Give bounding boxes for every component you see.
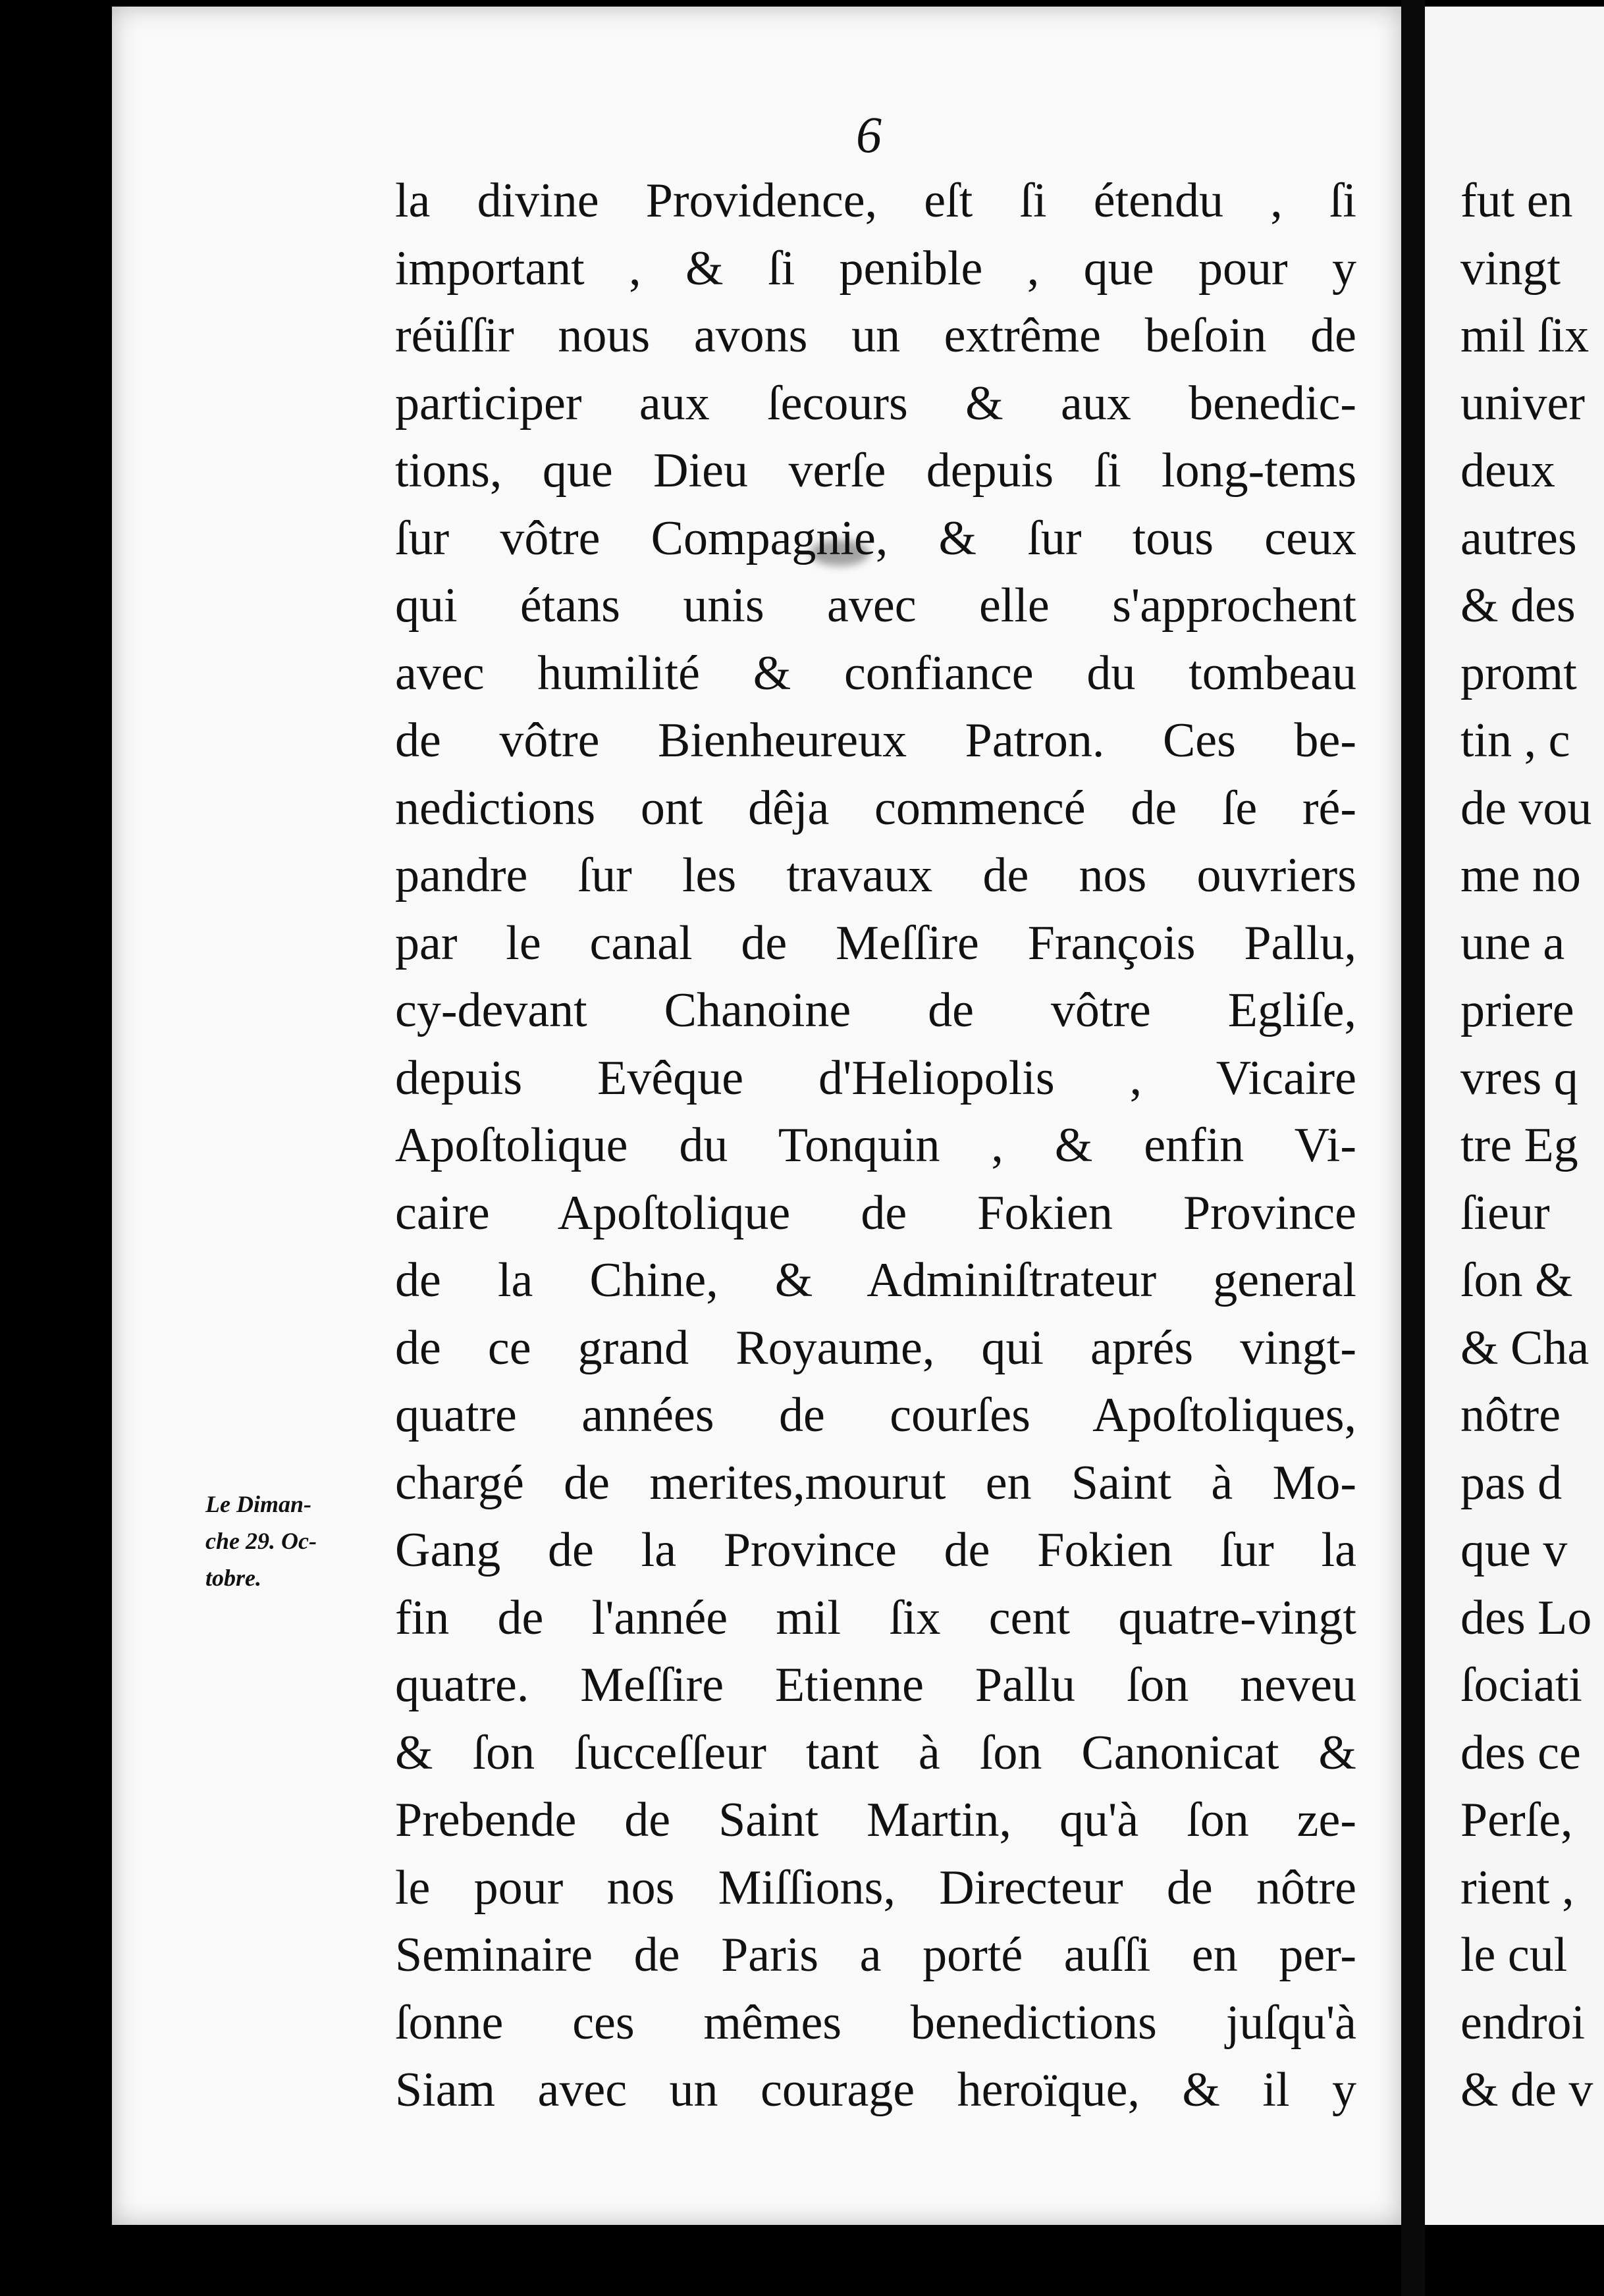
text-line: de ce grand Royaume, qui aprés vingt- bbox=[395, 1320, 1356, 1375]
margin-note-line: Le Diman- bbox=[205, 1491, 311, 1517]
right-page-line: promt bbox=[1460, 646, 1577, 700]
text-line: qui étans unis avec elle s'approchent bbox=[395, 579, 1356, 633]
right-page-line: ſon & bbox=[1460, 1253, 1573, 1307]
text-line: & ſon ſucceſſeur tant à ſon Canonicat & bbox=[395, 1725, 1356, 1780]
text-line: ſur vôtre Compagnie, & ſur tous ceux bbox=[395, 511, 1356, 565]
text-line: cy-devant Chanoine de vôtre Egliſe, bbox=[395, 983, 1356, 1037]
right-page-line: rient , bbox=[1460, 1860, 1574, 1915]
text-line: Prebende de Saint Martin, qu'à ſon ze- bbox=[395, 1793, 1356, 1847]
text-line: caire Apoſtolique de Fokien Province bbox=[395, 1186, 1356, 1240]
text-line: important , & ſi penible , que pour y bbox=[395, 241, 1356, 296]
right-page-line: autres bbox=[1460, 511, 1577, 565]
book-gutter bbox=[1401, 0, 1425, 2296]
right-page-line: & de v bbox=[1460, 2063, 1593, 2117]
text-line: depuis Evêque d'Heliopolis , Vicaire bbox=[395, 1051, 1356, 1105]
right-page-line: tin , c bbox=[1460, 714, 1570, 768]
text-line: nedictions ont dêja commencé de ſe ré- bbox=[395, 781, 1356, 835]
right-page-line: que v bbox=[1460, 1523, 1568, 1577]
right-page-line: priere bbox=[1460, 983, 1574, 1037]
right-page-line: le cul bbox=[1460, 1928, 1568, 1982]
right-page-line: endroi bbox=[1460, 1995, 1586, 2050]
text-line: de la Chine, & Adminiſtrateur general bbox=[395, 1253, 1356, 1307]
right-page-line: ſociati bbox=[1460, 1658, 1582, 1712]
right-page-line: deux bbox=[1460, 444, 1555, 498]
margin-note-line: tobre. bbox=[205, 1564, 261, 1591]
text-line: Seminaire de Paris a porté auſſi en per- bbox=[395, 1928, 1356, 1982]
text-line: quatre. Meſſire Etienne Pallu ſon neveu bbox=[395, 1658, 1356, 1712]
body-text bbox=[395, 176, 1356, 2118]
right-page-line: vres q bbox=[1460, 1051, 1578, 1105]
text-line: tions, que Dieu verſe depuis ſi long-tems bbox=[395, 444, 1356, 498]
right-page-line: fut en bbox=[1460, 174, 1573, 228]
right-page-line: des ce bbox=[1460, 1725, 1581, 1780]
text-line: Gang de la Province de Fokien ſur la bbox=[395, 1523, 1356, 1577]
right-page-line: ſieur bbox=[1460, 1186, 1550, 1240]
text-line: quatre années de courſes Apoſtoliques, bbox=[395, 1388, 1356, 1442]
text-line: chargé de merites,mourut en Saint à Mo- bbox=[395, 1455, 1356, 1510]
right-page-line: nôtre bbox=[1460, 1388, 1561, 1442]
text-line: ſonne ces mêmes benedictions juſqu'à bbox=[395, 1995, 1356, 2050]
text-line: avec humilité & confiance du tombeau bbox=[395, 646, 1356, 700]
right-page-line: me no bbox=[1460, 848, 1581, 902]
text-line: Siam avec un courage heroïque, & il y bbox=[395, 2063, 1356, 2117]
margin-note bbox=[205, 1486, 383, 1596]
right-page-line: & des bbox=[1460, 579, 1576, 633]
right-page-line: une a bbox=[1460, 916, 1565, 970]
right-page-text bbox=[1460, 176, 1604, 2118]
text-line: fin de l'année mil ſix cent quatre-vingt bbox=[395, 1590, 1356, 1645]
right-page-line: vingt bbox=[1460, 241, 1561, 296]
text-line: réüſſir nous avons un extrême beſoin de bbox=[395, 309, 1356, 363]
text-line: de vôtre Bienheureux Patron. Ces be- bbox=[395, 714, 1356, 768]
right-page-line: univer bbox=[1460, 376, 1586, 430]
text-line: pandre ſur les travaux de nos ouvriers bbox=[395, 848, 1356, 902]
right-page-line: pas d bbox=[1460, 1455, 1563, 1510]
right-page-line: & Cha bbox=[1460, 1320, 1590, 1375]
text-line: participer aux ſecours & aux benedic- bbox=[395, 376, 1356, 430]
right-page-line: tre Eg bbox=[1460, 1118, 1578, 1172]
right-page-line: de vou bbox=[1460, 781, 1592, 835]
right-page-line: Perſe, bbox=[1460, 1793, 1573, 1847]
right-page-line: des Lo bbox=[1460, 1590, 1592, 1645]
right-page-line: mil ſix bbox=[1460, 309, 1590, 363]
margin-note-line: che 29. Oc- bbox=[205, 1527, 317, 1554]
page-number: 6 bbox=[856, 106, 882, 163]
text-line: par le canal de Meſſire François Pallu, bbox=[395, 916, 1356, 970]
text-line: Apoſtolique du Tonquin , & enfin Vi- bbox=[395, 1118, 1356, 1172]
text-line: la divine Providence, eſt ſi étendu , ſi bbox=[395, 174, 1356, 228]
text-line: le pour nos Miſſions, Directeur de nôtre bbox=[395, 1860, 1356, 1915]
